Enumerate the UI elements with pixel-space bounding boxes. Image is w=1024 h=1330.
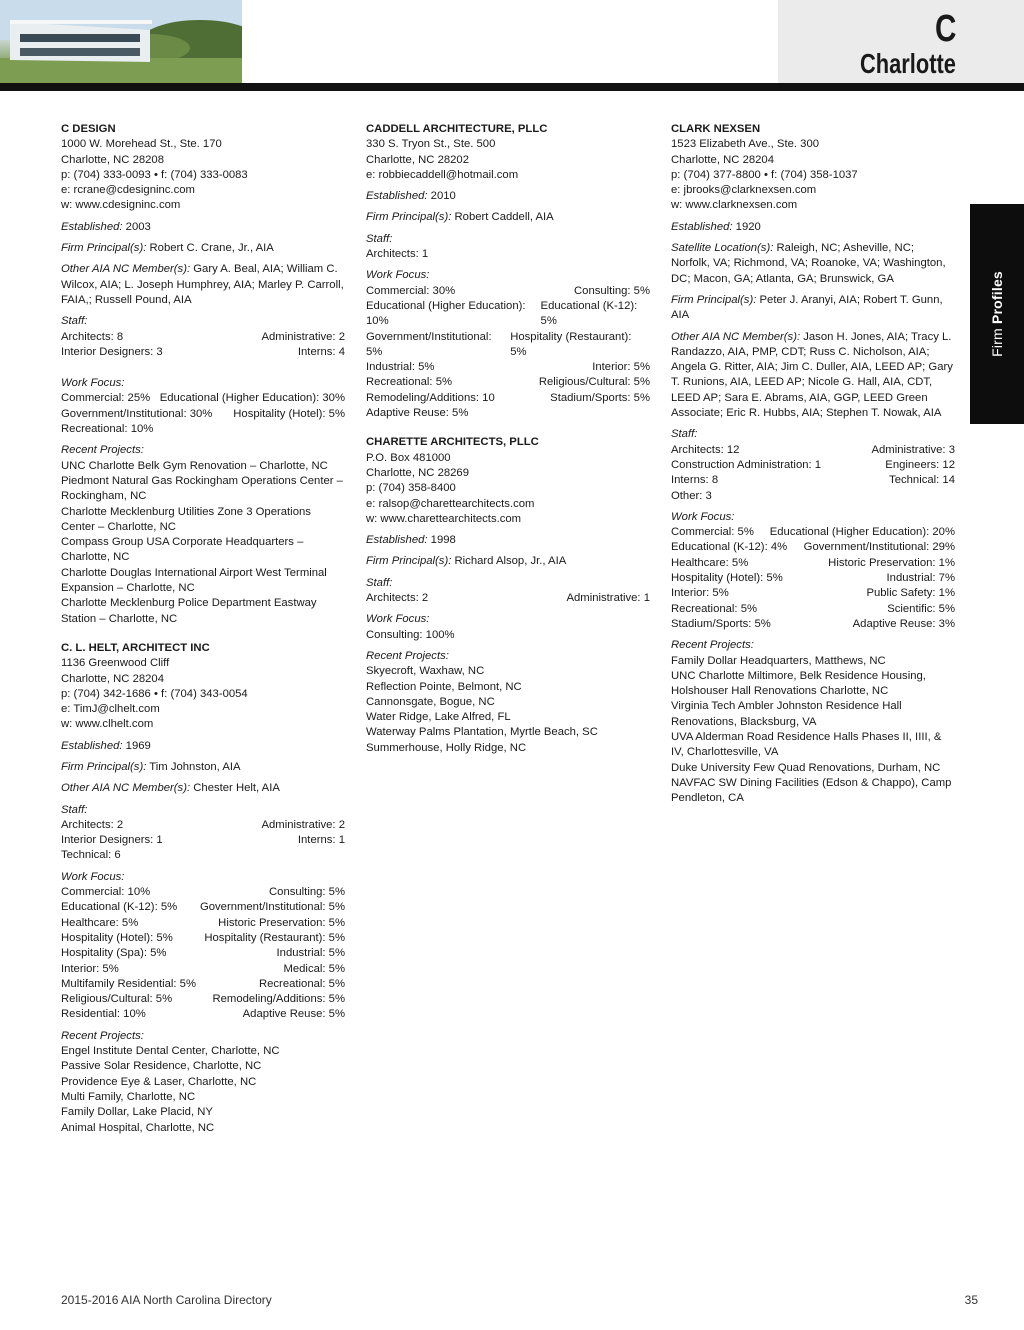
established-label: Established: bbox=[366, 190, 428, 203]
work-focus-row bbox=[671, 586, 955, 601]
column-2 bbox=[366, 122, 650, 770]
work-focus-item: Interior: 5% bbox=[671, 587, 729, 600]
work-focus-row bbox=[671, 617, 955, 632]
firm-contact-line: Charlotte, NC 28202 bbox=[366, 153, 469, 166]
section-city: Charlotte bbox=[860, 48, 956, 79]
project-item: Cannonsgate, Bogue, NC bbox=[366, 695, 495, 708]
established bbox=[366, 189, 650, 204]
firm-principals bbox=[366, 210, 650, 225]
firm-contact-line: p: (704) 358-8400 bbox=[366, 482, 456, 495]
established bbox=[61, 220, 345, 235]
work-focus-item: Recreational: 5% bbox=[258, 977, 345, 990]
work-focus-row bbox=[366, 628, 650, 643]
work-focus-row bbox=[366, 360, 650, 375]
staff-list-item: Technical: 6 bbox=[61, 849, 121, 862]
staff-list-row bbox=[671, 473, 955, 488]
other-members-value: Gary A. Beal, AIA; William C. Wilcox, AIA; L. Joseph Humphrey, AIA; Marley P. Carroll, FAIA,; Russell Pound, AIA bbox=[61, 263, 344, 306]
work-focus bbox=[366, 612, 650, 643]
staff-list-label: Staff: bbox=[671, 428, 698, 441]
project-item: Providence Eye & Laser, Charlotte, NC bbox=[61, 1075, 257, 1088]
other-members bbox=[61, 262, 345, 308]
work-focus-item: Educational (K-12): 5% bbox=[540, 299, 638, 328]
work-focus-label: Work Focus: bbox=[61, 870, 125, 883]
other-members-label: Other AIA NC Member(s): bbox=[61, 782, 191, 795]
firm-name: CADDELL ARCHITECTURE, PLLC bbox=[366, 123, 548, 135]
staff-list bbox=[671, 427, 955, 503]
firm-contact-line: e: TimJ@clhelt.com bbox=[61, 703, 160, 716]
firm-contact-line: p: (704) 342-1686 • f: (704) 343-0054 bbox=[61, 687, 248, 700]
staff-list bbox=[366, 576, 650, 607]
project-item: Skyecroft, Waxhaw, NC bbox=[366, 665, 485, 678]
project-item: Duke University Few Quad Renovations, Durham, NC bbox=[671, 761, 941, 774]
staff-list-item: Administrative: 2 bbox=[261, 330, 345, 343]
work-focus bbox=[366, 268, 650, 421]
work-focus-item: Hospitality (Restaurant): 5% bbox=[204, 931, 345, 944]
staff-list-row bbox=[61, 818, 345, 833]
work-focus-row bbox=[671, 556, 955, 571]
established bbox=[366, 533, 650, 548]
work-focus-item: Educational (Higher Education): 30% bbox=[159, 392, 345, 405]
project-item: Summerhouse, Holly Ridge, NC bbox=[366, 741, 527, 754]
firm-contact-line: P.O. Box 481000 bbox=[366, 451, 451, 464]
firm-contact-line: 1136 Greenwood Cliff bbox=[61, 657, 170, 670]
firm-contact-line: Charlotte, NC 28204 bbox=[61, 672, 164, 685]
work-focus-row bbox=[61, 885, 345, 900]
firm-contact-line: e: rcrane@cdesigninc.com bbox=[61, 184, 195, 197]
work-focus-row bbox=[61, 992, 345, 1007]
work-focus-item: Stadium/Sports: 5% bbox=[671, 617, 771, 630]
work-focus-item: Healthcare: 5% bbox=[671, 556, 749, 569]
recent-projects-label: Recent Projects: bbox=[366, 649, 449, 662]
staff-list bbox=[61, 314, 345, 360]
staff-list-item: Engineers: 12 bbox=[885, 458, 955, 471]
other-members bbox=[671, 330, 955, 422]
established-value: 1920 bbox=[732, 220, 761, 233]
recent-projects bbox=[671, 638, 955, 806]
work-focus-item: Educational (Higher Education): 20% bbox=[769, 526, 955, 539]
firm-contact-line: Charlotte, NC 28204 bbox=[671, 153, 774, 166]
project-item: Water Ridge, Lake Alfred, FL bbox=[366, 711, 511, 724]
work-focus-item: Hospitality (Hotel): 5% bbox=[671, 572, 783, 585]
work-focus-item: Educational (Higher Education): 10% bbox=[366, 299, 526, 328]
recent-projects-label: Recent Projects: bbox=[61, 444, 144, 457]
work-focus-item: Religious/Cultural: 5% bbox=[61, 993, 173, 1006]
project-item: UNC Charlotte Belk Gym Renovation – Charlotte, NC bbox=[61, 459, 328, 472]
staff-list-item: Administrative: 1 bbox=[566, 592, 650, 605]
firm-principals-label: Firm Principal(s): bbox=[366, 211, 452, 224]
other-members bbox=[61, 781, 345, 796]
firm-name: CLARK NEXSEN bbox=[671, 123, 761, 135]
work-focus bbox=[61, 376, 345, 437]
staff-list-row bbox=[61, 848, 345, 863]
work-focus-item: Recreational: 5% bbox=[366, 376, 453, 389]
work-focus bbox=[61, 870, 345, 1023]
work-focus-row bbox=[61, 916, 345, 931]
work-focus-item: Commercial: 25% bbox=[61, 392, 151, 405]
work-focus-item: Commercial: 10% bbox=[61, 886, 151, 899]
firm-principals-label: Firm Principal(s): bbox=[671, 293, 757, 306]
firm-contact-line: e: ralsop@charettearchitects.com bbox=[366, 497, 535, 510]
work-focus-row bbox=[671, 602, 955, 617]
project-item: Charlotte Mecklenburg Police Department Eastway Station – Charlotte, NC bbox=[61, 597, 317, 625]
firm-principals-value: Robert C. Crane, Jr., AIA bbox=[146, 242, 274, 255]
staff-list-item: Interns: 4 bbox=[297, 345, 345, 358]
work-focus-item: Historic Preservation: 5% bbox=[218, 916, 345, 929]
staff-list-item: Technical: 14 bbox=[889, 474, 955, 487]
satellite-locations-label: Satellite Location(s): bbox=[671, 242, 774, 255]
work-focus-item: Religious/Cultural: 5% bbox=[538, 376, 650, 389]
work-focus-item: Adaptive Reuse: 3% bbox=[852, 617, 955, 630]
firm-principals bbox=[61, 760, 345, 775]
established-label: Established: bbox=[61, 220, 123, 233]
staff-list-row bbox=[61, 330, 345, 345]
project-item: Virginia Tech Ambler Johnston Residence Hall Renovations, Blacksburg, VA bbox=[671, 700, 902, 728]
firm-contact-line: w: www.cdesigninc.com bbox=[61, 199, 181, 212]
staff-list-item: Interns: 8 bbox=[671, 474, 719, 487]
work-focus-label: Work Focus: bbox=[366, 269, 430, 282]
established-value: 1998 bbox=[427, 534, 456, 547]
staff-list-row bbox=[366, 591, 650, 606]
recent-projects bbox=[366, 649, 650, 756]
recent-projects-label: Recent Projects: bbox=[671, 639, 754, 652]
work-focus-row bbox=[61, 962, 345, 977]
project-item: Passive Solar Residence, Charlotte, NC bbox=[61, 1060, 262, 1073]
work-focus-row bbox=[61, 391, 345, 406]
firm-contact-line: 330 S. Tryon St., Ste. 500 bbox=[366, 138, 496, 151]
firm-contact-line: w: www.clarknexsen.com bbox=[671, 199, 798, 212]
work-focus-item: Industrial: 5% bbox=[276, 947, 345, 960]
firm-principals bbox=[671, 293, 955, 324]
project-item: Family Dollar Headquarters, Matthews, NC bbox=[671, 654, 886, 667]
firm-entry-c-design bbox=[61, 122, 345, 627]
work-focus-row bbox=[61, 1007, 345, 1022]
work-focus-row bbox=[366, 330, 650, 361]
work-focus-item: Interior: 5% bbox=[61, 962, 119, 975]
project-item: Family Dollar, Lake Placid, NY bbox=[61, 1106, 213, 1119]
work-focus-item: Government/Institutional: 5% bbox=[366, 330, 492, 358]
firm-contact-line: p: (704) 333-0093 • f: (704) 333-0083 bbox=[61, 168, 248, 181]
staff-list-label: Staff: bbox=[61, 803, 88, 816]
firm-contact-line: w: www.clhelt.com bbox=[61, 718, 154, 731]
staff-list-item: Architects: 1 bbox=[366, 248, 429, 261]
staff-list-row bbox=[671, 489, 955, 504]
project-item: Animal Hospital, Charlotte, NC bbox=[61, 1121, 215, 1134]
work-focus-item: Remodeling/Additions: 5% bbox=[212, 993, 345, 1006]
firm-contact-line: 1000 W. Morehead St., Ste. 170 bbox=[61, 138, 222, 151]
firm-principals-value: Robert Caddell, AIA bbox=[451, 211, 554, 224]
project-item: Engel Institute Dental Center, Charlotte, NC bbox=[61, 1045, 280, 1058]
project-item: UNC Charlotte Miltimore, Belk Residence Housing, Holshouser Hall Renovations Charlotte, NC bbox=[671, 669, 926, 698]
firm-principals-value: Tim Johnston, AIA bbox=[146, 760, 241, 773]
work-focus-item: Government/Institutional: 29% bbox=[803, 541, 955, 554]
established-value: 2003 bbox=[122, 220, 151, 233]
firm-entry-caddell bbox=[366, 122, 650, 421]
work-focus-item: Industrial: 7% bbox=[886, 572, 955, 585]
work-focus-item: Stadium/Sports: 5% bbox=[550, 391, 650, 404]
staff-list-item: Interior Designers: 1 bbox=[61, 834, 163, 847]
work-focus-item: Remodeling/Additions: 10 bbox=[366, 391, 495, 404]
staff-list-row bbox=[671, 443, 955, 458]
firm-name: CHARETTE ARCHITECTS, PLLC bbox=[366, 436, 539, 449]
work-focus-item: Interior: 5% bbox=[592, 361, 650, 374]
work-focus-item: Hospitality (Hotel): 5% bbox=[61, 931, 173, 944]
work-focus-item: Consulting: 5% bbox=[574, 284, 650, 297]
recent-projects bbox=[61, 1029, 345, 1136]
work-focus-row bbox=[61, 931, 345, 946]
staff-list bbox=[366, 232, 650, 263]
firm-principals-label: Firm Principal(s): bbox=[61, 242, 147, 255]
established-label: Established: bbox=[61, 739, 123, 752]
footer-publication: 2015-2016 AIA North Carolina Directory bbox=[61, 1293, 272, 1307]
project-item: NAVFAC SW Dining Facilities (Edson & Chappo), Camp Pendleton, CA bbox=[671, 776, 952, 805]
staff-list-item: Administrative: 3 bbox=[871, 443, 955, 456]
firm-principals-value: Richard Alsop, Jr., AIA bbox=[451, 555, 567, 568]
work-focus-item: Multifamily Residential: 5% bbox=[61, 977, 196, 990]
project-item: Charlotte Mecklenburg Utilities Zone 3 Operations Center – Charlotte, NC bbox=[61, 505, 311, 533]
work-focus-item: Adaptive Reuse: 5% bbox=[242, 1008, 345, 1021]
established-label: Established: bbox=[366, 534, 428, 547]
work-focus-row bbox=[671, 525, 955, 540]
work-focus-item: Recreational: 5% bbox=[671, 602, 758, 615]
work-focus-row bbox=[366, 391, 650, 406]
firm-principals-label: Firm Principal(s): bbox=[61, 760, 147, 773]
firm-contact-line: e: robbiecaddell@hotmail.com bbox=[366, 168, 519, 181]
work-focus-item: Educational (K-12): 4% bbox=[671, 541, 788, 554]
tab-label-light: Firm bbox=[989, 324, 1005, 357]
work-focus-row bbox=[61, 407, 345, 422]
staff-list-label: Staff: bbox=[61, 315, 88, 328]
staff-list-item: Interns: 1 bbox=[297, 834, 345, 847]
work-focus-item: Government/Institutional: 5% bbox=[199, 901, 345, 914]
staff-list-row bbox=[366, 247, 650, 262]
firm-profiles-tab bbox=[970, 204, 1024, 424]
satellite-locations bbox=[671, 241, 955, 287]
page-number: 35 bbox=[964, 1293, 978, 1307]
work-focus-item: Residential: 10% bbox=[61, 1008, 146, 1021]
firm-principals-label: Firm Principal(s): bbox=[366, 555, 452, 568]
project-item: Charlotte Douglas International Airport West Terminal Expansion – Charlotte, NC bbox=[61, 566, 327, 595]
work-focus-row bbox=[366, 406, 650, 421]
section-header-box bbox=[778, 0, 1024, 83]
staff-list-item: Interior Designers: 3 bbox=[61, 345, 163, 358]
work-focus-item: Historic Preservation: 1% bbox=[828, 556, 955, 569]
work-focus-row bbox=[366, 284, 650, 299]
work-focus-item: Hospitality (Spa): 5% bbox=[61, 947, 167, 960]
firm-contact-line: e: jbrooks@clarknexsen.com bbox=[671, 184, 817, 197]
established-label: Established: bbox=[671, 220, 733, 233]
work-focus-item: Scientific: 5% bbox=[887, 602, 955, 615]
staff-list-item: Administrative: 2 bbox=[261, 818, 345, 831]
firm-principals-value: Peter J. Aranyi, AIA; Robert T. Gunn, AIA bbox=[671, 293, 943, 322]
firm-entry-clark-nexsen bbox=[671, 122, 955, 806]
tab-label-bold: Profiles bbox=[989, 271, 1005, 325]
spacer bbox=[61, 360, 345, 370]
firm-principals bbox=[366, 554, 650, 569]
work-focus-item: Recreational: 10% bbox=[61, 423, 154, 436]
header-building-photo bbox=[0, 0, 242, 83]
work-focus-label: Work Focus: bbox=[671, 510, 735, 523]
recent-projects-label: Recent Projects: bbox=[61, 1029, 144, 1042]
staff-list-row bbox=[61, 345, 345, 360]
column-1 bbox=[61, 122, 345, 1150]
work-focus-item: Commercial: 5% bbox=[671, 526, 754, 539]
work-focus-item: Hospitality (Hotel): 5% bbox=[233, 407, 345, 420]
work-focus-item: Industrial: 5% bbox=[366, 361, 435, 374]
other-members-value: Chester Helt, AIA bbox=[190, 782, 280, 795]
work-focus-item: Healthcare: 5% bbox=[61, 916, 139, 929]
work-focus-item: Educational (K-12): 5% bbox=[61, 901, 178, 914]
firm-contact-line: 1523 Elizabeth Ave., Ste. 300 bbox=[671, 138, 820, 151]
recent-projects bbox=[61, 443, 345, 627]
work-focus-item: Consulting: 100% bbox=[366, 628, 455, 641]
work-focus-label: Work Focus: bbox=[61, 377, 125, 390]
work-focus-row bbox=[61, 977, 345, 992]
firm-contact-line: p: (704) 377-8800 • f: (704) 358-1037 bbox=[671, 168, 858, 181]
established bbox=[671, 220, 955, 235]
firm-principals bbox=[61, 241, 345, 256]
other-members-label: Other AIA NC Member(s): bbox=[61, 263, 191, 276]
work-focus-item: Public Safety: 1% bbox=[866, 587, 955, 600]
firm-contact-line: Charlotte, NC 28208 bbox=[61, 153, 164, 166]
work-focus-item: Consulting: 5% bbox=[269, 886, 345, 899]
established-value: 1969 bbox=[122, 739, 151, 752]
staff-list-row bbox=[61, 833, 345, 848]
staff-list-item: Architects: 8 bbox=[61, 330, 124, 343]
section-letter: C bbox=[934, 8, 956, 50]
work-focus-item: Hospitality (Restaurant): 5% bbox=[510, 330, 632, 358]
work-focus-row bbox=[61, 946, 345, 961]
column-3 bbox=[671, 122, 955, 820]
project-item: Reflection Pointe, Belmont, NC bbox=[366, 680, 522, 693]
project-item: Multi Family, Charlotte, NC bbox=[61, 1090, 196, 1103]
work-focus-label: Work Focus: bbox=[366, 613, 430, 626]
other-members-value: Jason H. Jones, AIA; Tracy L. Randazzo, AIA, PMP, CDT; Russ C. Nicholson, AIA; Angela G. Ritter, AIA; Jim C. Duller, AIA, LEED AP; Gary T. Runions, AIA, LEED AP; Nicole G. Hall, AIA, CDT, LEED AP; Sara E. Abrams, AIA, GGP, LEED Green Associate; Eric R. Hubbs, AIA; Stephen T. Nowak, AIA bbox=[671, 330, 953, 420]
work-focus-row bbox=[61, 422, 345, 437]
satellite-locations-value: Raleigh, NC; Asheville, NC; Norfolk, VA; Richmond, VA; Roanoke, VA; Washington, DC; Macon, GA; Atlanta, GA; Brunswick, GA bbox=[671, 242, 946, 285]
staff-list-item: Architects: 2 bbox=[366, 592, 429, 605]
work-focus-row bbox=[671, 571, 955, 586]
staff-list-item: Architects: 2 bbox=[61, 818, 124, 831]
firm-name: C. L. HELT, ARCHITECT INC bbox=[61, 641, 210, 654]
project-item: Compass Group USA Corporate Headquarters – Charlotte, NC bbox=[61, 536, 304, 564]
firm-name: C DESIGN bbox=[61, 123, 116, 135]
firm-contact-line: w: www.charettearchitects.com bbox=[366, 512, 522, 525]
work-focus bbox=[671, 510, 955, 632]
other-members-label: Other AIA NC Member(s): bbox=[671, 330, 801, 343]
staff-list-row bbox=[671, 458, 955, 473]
work-focus-item: Medical: 5% bbox=[283, 962, 345, 975]
project-item: Piedmont Natural Gas Rockingham Operations Center – Rockingham, NC bbox=[61, 474, 343, 503]
firm-entry-charette bbox=[366, 435, 650, 756]
established-value: 2010 bbox=[427, 190, 456, 203]
project-item: UVA Alderman Road Residence Halls Phases II, IIII, & IV, Charlottesville, VA bbox=[671, 730, 942, 759]
staff-list-item: Architects: 12 bbox=[671, 443, 740, 456]
header-rule bbox=[0, 83, 1024, 91]
work-focus-item: Commercial: 30% bbox=[366, 284, 456, 297]
staff-list-item: Other: 3 bbox=[671, 489, 712, 502]
work-focus-row bbox=[671, 540, 955, 555]
staff-list-item: Construction Administration: 1 bbox=[671, 458, 822, 471]
established bbox=[61, 739, 345, 754]
firm-contact-line: Charlotte, NC 28269 bbox=[366, 466, 469, 479]
work-focus-item: Adaptive Reuse: 5% bbox=[366, 407, 469, 420]
firm-entry-cl-helt bbox=[61, 641, 345, 1136]
work-focus-row bbox=[366, 299, 650, 330]
staff-list-label: Staff: bbox=[366, 576, 393, 589]
work-focus-row bbox=[61, 900, 345, 915]
project-item: Waterway Palms Plantation, Myrtle Beach, SC bbox=[366, 726, 598, 739]
work-focus-item: Government/Institutional: 30% bbox=[61, 407, 213, 420]
work-focus-row bbox=[366, 375, 650, 390]
staff-list bbox=[61, 803, 345, 864]
staff-list-label: Staff: bbox=[366, 232, 393, 245]
